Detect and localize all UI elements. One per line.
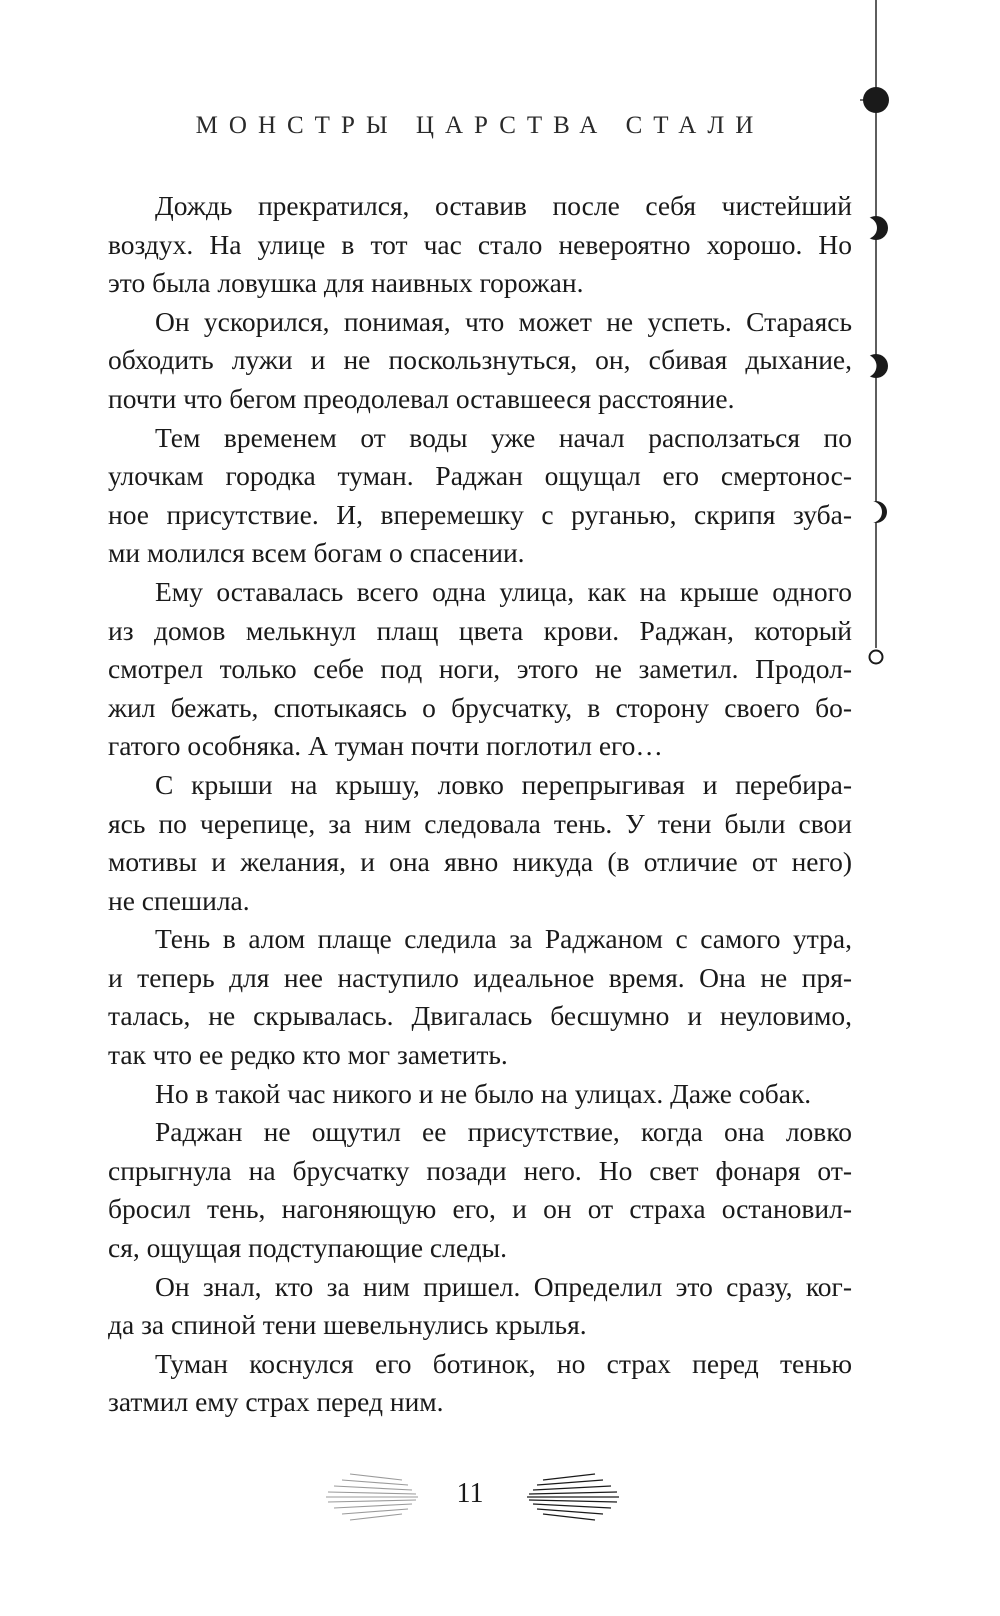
text-line: так что ее редко кто мог заметить. [108,1039,508,1071]
text-line: обходить лужи и не поскользнуться, он, сбивая дыхание, [108,344,852,376]
folio-ornament-left [320,1466,430,1526]
text-line: жил бежать, спотыкаясь о брусчатку, в сторону своего бо- [108,691,852,723]
folio-ornament-right [515,1466,625,1526]
text-line: ное присутствие. И, вперемешку с руганью, скрипя зуба- [108,498,852,530]
paragraph [108,1113,852,1267]
text-line: Он ускорился, понимая, что может не успеть. Стараясь [155,305,852,337]
text-line: не спешила. [108,884,250,916]
text-line: из домов мелькнул плащ цвета крови. Раджан, который [108,614,852,646]
text-line: и теперь для нее наступило идеальное время. Она не пря- [108,961,852,993]
text-line: Он знал, кто за ним пришел. Определил это сразу, ког- [155,1270,852,1302]
text-line: улочкам городка туман. Раджан ощущал его смертонос- [108,460,852,492]
text-line: ми молился всем богам о спасении. [108,537,525,569]
text-line: да за спиной тени шевельнулись крылья. [108,1309,587,1341]
crescent-moon-icon [860,354,888,378]
running-head: МОНСТРЫ ЦАРСТВА СТАЛИ [195,112,765,139]
text-line: Но в такой час никого и не было на улицах. Даже собак. [155,1077,812,1109]
moon-phase-rail [860,0,950,720]
text-line: ся, ощущая подступающие следы. [108,1232,508,1264]
text-line: талась, не скрывалась. Двигалась бесшумно и неуловимо, [108,1000,852,1032]
text-line: это была ловушка для наивных горожан. [108,267,584,299]
text-line: С крыши на крышу, ловко перепрыгивая и перебира- [155,768,852,800]
paragraph [108,1345,852,1422]
text-line: гатого особняка. А туман почти поглотил его… [108,730,663,762]
text-line: Дождь прекратился, оставив после себя чистейший [155,190,852,221]
new-moon-ring-icon [870,651,883,664]
paragraph [108,920,852,1074]
text-line: смотрел только себе под ноги, этого не заметил. Продол- [108,653,852,685]
paragraph [108,187,852,303]
text-line: воздух. На улице в тот час стало невероятно хорошо. Но [108,228,852,260]
paragraph [108,573,852,766]
text-line: Ему оставалась всего одна улица, как на крыше одного [155,575,852,607]
thin-crescent-moon-icon [860,501,887,523]
text-line: мотивы и желания, и она явно никуда (в отличие от него) [108,846,852,878]
paragraph [108,419,852,573]
paragraph [108,766,852,920]
text-line: затмил ему страх перед ним. [108,1386,444,1418]
text-line: бросил тень, нагоняющую его, и он от страха остановил- [108,1193,852,1225]
text-line: Тем временем от воды уже начал расползаться по [155,421,852,453]
text-line: спрыгнула на брусчатку позади него. Но свет фонаря от- [108,1154,852,1186]
text-line: Раджан не ощутил ее присутствие, когда она ловко [155,1116,852,1148]
text-line: ясь по черепице, за ним следовала тень. У тени были свои [108,807,852,839]
paragraph [108,1268,852,1345]
paragraph [108,1075,852,1114]
body-text [108,187,852,1422]
text-line: Туман коснулся его ботинок, но страх перед тенью [155,1347,852,1379]
full-moon-icon [863,87,889,113]
page-number: 11 [456,1478,484,1509]
paragraph [108,303,852,419]
crescent-moon-icon [860,216,888,240]
text-line: Тень в алом плаще следила за Раджаном с самого утра, [155,923,852,955]
text-line: почти что бегом преодолевал оставшееся расстояние. [108,382,735,414]
